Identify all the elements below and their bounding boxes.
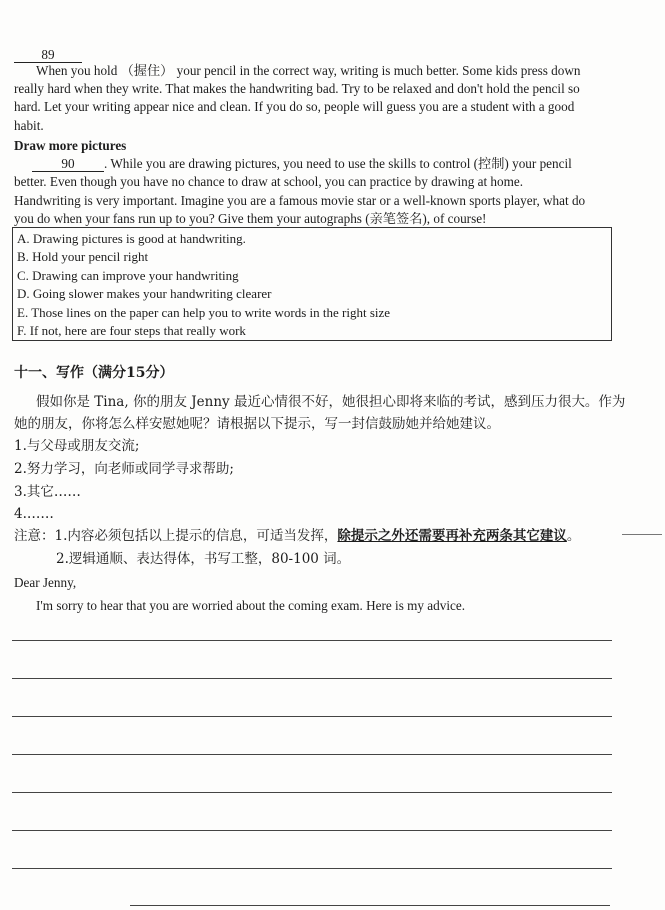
options-box bbox=[12, 227, 612, 341]
autograph-line1: Handwriting is very important. Imagine you are a famous movie star or a well-known sports player, what do bbox=[14, 193, 586, 208]
margin-mark bbox=[622, 534, 662, 535]
autograph-line2: you do when your fans run up to you? Give them your autographs (亲笔签名), of course! bbox=[14, 211, 487, 226]
q90-sentence: . While you are drawing pictures, you need to use the skills to control (控制) your pencil bbox=[104, 156, 572, 171]
writing-line-8[interactable] bbox=[130, 905, 610, 906]
prompt-line1: 假如你是 Tina, 你的朋友 Jenny 最近心情很不好，她很担心即将来临的考试，感到压力很大。作为 bbox=[36, 394, 626, 410]
q89-text-line1: When you hold （握住） your pencil in the correct way, writing is much better. Some kids press down bbox=[36, 63, 581, 78]
q90-text-line2: better. Even though you have no chance to draw at school, you can practice by drawing at home. bbox=[14, 174, 524, 189]
q90-number: 90 bbox=[61, 156, 75, 171]
q89-text-line2: really hard when they write. That makes the handwriting bad. Try to be relaxed and don't hold the pencil so bbox=[14, 81, 580, 96]
note1-suffix: 。 bbox=[566, 528, 581, 544]
tip-3: 3.其它…… bbox=[14, 484, 81, 500]
writing-section-title: 十一、写作（满分15分） bbox=[14, 365, 174, 381]
note-2: 2.逻辑通顺、表达得体，书写工整，80-100 词。 bbox=[56, 551, 351, 567]
note-1 bbox=[14, 527, 614, 545]
option-f: F. If not, here are four steps that really work bbox=[17, 323, 246, 338]
q90-answer-blank[interactable] bbox=[32, 157, 104, 172]
writing-line-5[interactable] bbox=[12, 792, 612, 793]
salutation: Dear Jenny, bbox=[14, 575, 77, 590]
option-d: D. Going slower makes your handwriting clearer bbox=[17, 286, 272, 301]
tip-4: 4.…… bbox=[14, 506, 54, 522]
writing-line-2[interactable] bbox=[12, 678, 612, 679]
opening-sentence: I'm sorry to hear that you are worried about the coming exam. Here is my advice. bbox=[36, 598, 465, 613]
q89-number: 89 bbox=[41, 47, 55, 62]
writing-line-3[interactable] bbox=[12, 716, 612, 717]
writing-line-7[interactable] bbox=[12, 868, 612, 869]
q89-text-line3: hard. Let your writing appear nice and clean. If you do so, people will guess you are a student with a good bbox=[14, 99, 575, 114]
q90-text-line1 bbox=[14, 155, 614, 173]
note1-prefix: 1.内容必须包括以上提示的信息，可适当发挥， bbox=[54, 528, 338, 544]
section-heading: Draw more pictures bbox=[14, 138, 127, 153]
option-c: C. Drawing can improve your handwriting bbox=[17, 268, 239, 283]
note-label: 注意： bbox=[14, 528, 55, 544]
option-e: E. Those lines on the paper can help you to write words in the right size bbox=[17, 305, 391, 320]
q89-text-line4: habit. bbox=[14, 118, 44, 133]
option-a: A. Drawing pictures is good at handwriting. bbox=[17, 231, 246, 246]
tip-1: 1.与父母或朋友交流; bbox=[14, 438, 140, 454]
prompt-line2: 她的朋友，你将怎么样安慰她呢？请根据以下提示，写一封信鼓励她并给她建议。 bbox=[14, 416, 500, 432]
note1-emphasis: 除提示之外还需要再补充两条其它建议 bbox=[337, 528, 567, 544]
writing-line-1[interactable] bbox=[12, 640, 612, 641]
q89-answer-blank[interactable] bbox=[14, 48, 82, 63]
option-b: B. Hold your pencil right bbox=[17, 249, 149, 264]
writing-line-4[interactable] bbox=[12, 754, 612, 755]
writing-line-6[interactable] bbox=[12, 830, 612, 831]
tip-2: 2.努力学习，向老师或同学寻求帮助; bbox=[14, 461, 234, 477]
